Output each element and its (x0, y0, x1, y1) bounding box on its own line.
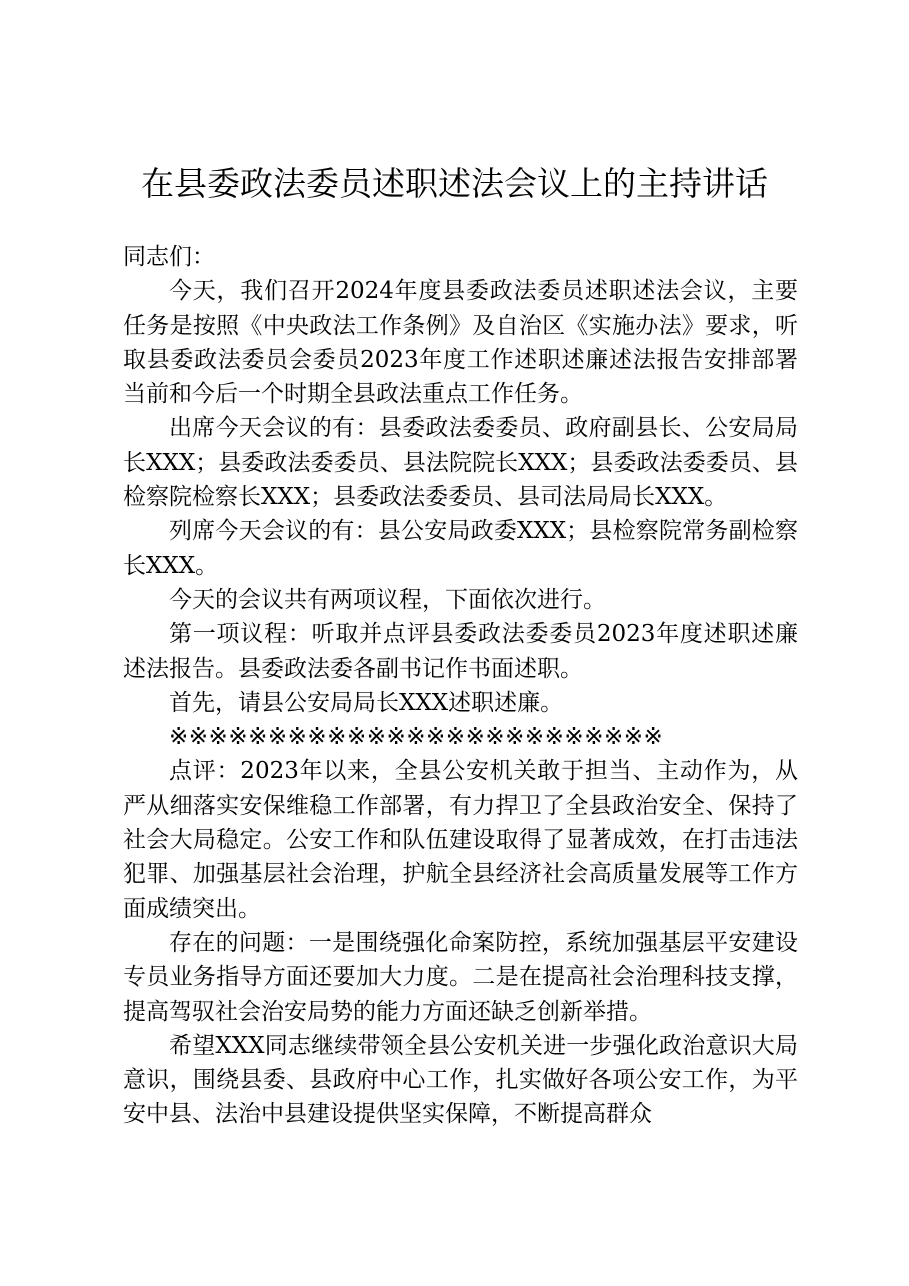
paragraph-problems: 存在的问题：一是围绕强化命案防控，系统加强基层平安建设专员业务指导方面还要加大力度。二是在提高社会治理科技支撑，提高驾驭社会治安局势的能力方面还缺乏创新举措。 (123, 929, 798, 1025)
paragraph-first-speaker: 首先，请县公安局局长XXX述职述廉。 (169, 689, 564, 716)
paragraph-review: 点评：2023年以来，全县公安机关敢于担当、主动作为，从严从细落实安保维稳工作部署，有力捍卫了全县政治安全、保持了社会大局稳定。公安工作和队伍建设取得了显著成效，在打击违法犯罪、加强基层社会治理，护航全县经济社会高质量发展等工作方面成绩突出。 (123, 758, 798, 922)
paragraph-attendees: 出席今天会议的有：县委政法委委员、政府副县长、公安局局长XXX；县委政法委委员、县法院院长XXX；县委政法委委员、县检察院检察长XXX；县委政法委委员、县司法局局长XXX。 (123, 415, 798, 511)
paragraph-observers: 列席今天会议的有：县公安局政委XXX；县检察院常务副检察长XXX。 (123, 518, 798, 579)
salutation: 同志们： (123, 244, 215, 270)
document-title: 在县委政法委员述职述法会议上的主持讲话 (141, 164, 768, 203)
document-body (123, 240, 798, 1132)
paragraph-item-one: 第一项议程：听取并点评县委政法委委员2023年度述职述廉述法报告。县委政法委各副书记作书面述职。 (123, 621, 798, 682)
separator-line: ※※※※※※※※※※※※※※※※※※※※※※※※※ (169, 724, 664, 751)
paragraph-opening: 今天，我们召开2024年度县委政法委员述职述法会议，主要任务是按照《中央政法工作条例》及自治区《实施办法》要求，听取县委政法委员会委员2023年度工作述职述廉述法报告安排部署当前和今后一个时期全县政法重点工作任务。 (123, 278, 798, 408)
paragraph-agenda: 今天的会议共有两项议程，下面依次进行。 (169, 586, 606, 613)
paragraph-expectations: 希望XXX同志继续带领全县公安机关进一步强化政治意识大局意识，围绕县委、县政府中心工作，扎实做好各项公安工作，为平安中县、法治中县建设提供坚实保障，不断提高群众 (123, 1032, 798, 1128)
